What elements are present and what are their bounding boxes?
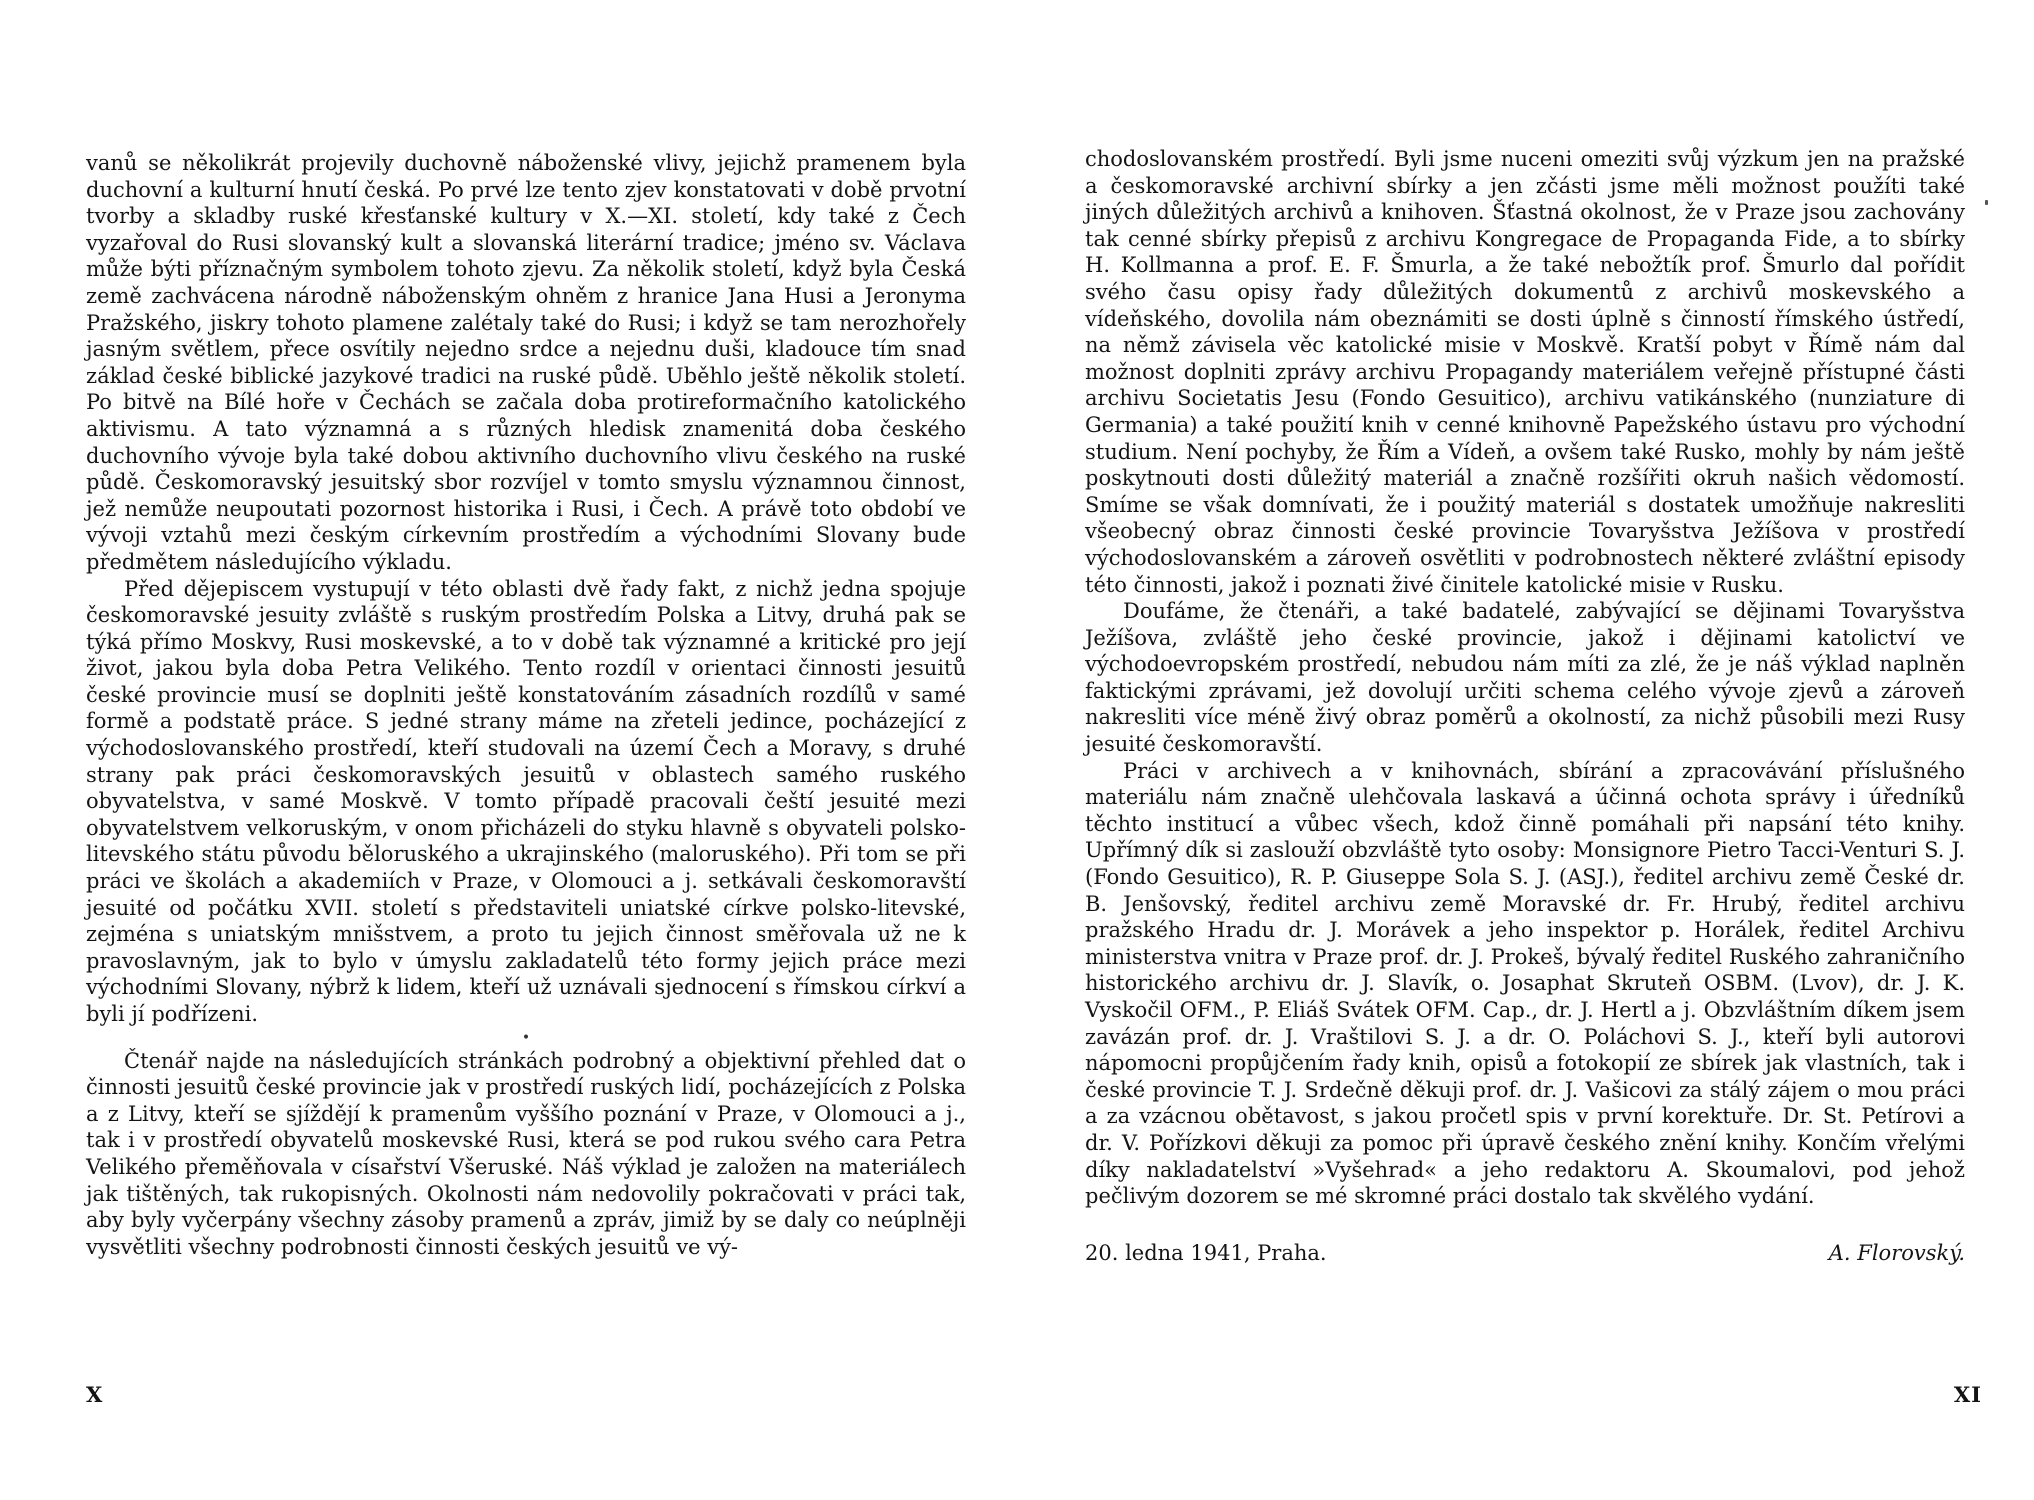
section-separator-mark: •: [521, 1029, 531, 1046]
paragraph: Doufáme, že čtenáři, a také badatelé, zabývající se dějinami Tovaryšstva Ježíšova, zvláště jeho české provincie, jakož i dějinami katolictví ve východoevropském prostředí, nebudou nám míti za zlé, že je náš výklad naplněn faktickými zprávami, jež dovolují určiti schema celého vývoje zjevů a zároveň nakresliti více méně živý obraz poměrů a okolností, za nichž působili mezi Rusy jesuité českomoravští.: [1085, 599, 1965, 757]
paragraph: vanů se několikrát projevily duchovně náboženské vlivy, jejichž pramenem byla duchovní a kulturní hnutí česká. Po prvé lze tento zjev konstatovati v době prvotní tvorby a skladby ruské křesťanské kultury v X.—XI. století, kdy také z Čech vyzařoval do Rusi slovanský kult a slovanská literární tradice; jméno sv. Václava může býti příznačným symbolem tohoto zjevu. Za několik století, když byla Česká země zachvácena národně náboženským ohněm z hranice Jana Husi a Jeronyma Pražského, jiskry tohoto plamene zalétaly také do Rusi; i když se tam nerozhořely jasným světlem, přece osvítily nejedno srdce a nejednu duši, kladouce tím snad základ české biblické jazykové tradici na ruské půdě. Uběhlo ještě několik století. Po bitvě na Bílé hoře v Čechách se začala doba protireformačního katolického aktivismu. A tato významná a s různých hledisk znamenitá doba českého duchovního vývoje byla také dobou aktivního duchovního vlivu českého na ruské půdě. Českomoravský jesuitský sbor rozvíjel v tomto smyslu významnou činnost, jež nemůže neupoutati pozornost historika i Rusi, i Čech. A právě toto období ve vývoji vztahů mezi českým církevním prostředím a východními Slovany bude předmětem následujícího výkladu.: [86, 151, 966, 574]
right-text-column: [1085, 146, 1965, 1266]
date-place: 20. ledna 1941, Praha.: [1085, 1240, 1327, 1265]
page-number: XI: [1953, 1382, 1982, 1407]
left-text-column: [86, 150, 966, 1260]
page-number: X: [86, 1382, 104, 1407]
author-signature: A. Florovský.: [1828, 1240, 1965, 1265]
signature-line: [1085, 1240, 1965, 1267]
right-page: [1017, 0, 2034, 1500]
paragraph: Před dějepiscem vystupují v této oblasti dvě řady fakt, z nichž jedna spojuje českomoravské jesuity zvláště s ruským prostředím Polska a Litvy, druhá pak se týká přímo Moskvy, Rusi moskevské, a to v době tak významné a kritické pro její život, jakou byla doba Petra Velikého. Tento rozdíl v orientaci činnosti jesuitů české provincie musí se doplniti ještě konstatováním zásadních rozdílů v samé formě a podstatě práce. S jedné strany máme na zřeteli jedince, pocházející z východoslovanského prostředí, kteří studovali na území Čech a Moravy, s druhé strany pak práci českomoravských jesuitů v oblastech samého ruského obyvatelstva, v samé Moskvě. V tomto případě pracovali čeští jesuité mezi obyvatelstvem velkoruským, v onom přicházeli do styku hlavně s obyvateli polsko-litevského státu původu běloruského a ukrajinského (maloruského). Při tom se při práci ve školách a akademiích v Praze, v Olomouci a j. setkávali českomoravští jesuité od počátku XVII. století s představiteli uniatské církve polsko-litevské, zejména s uniatským mnišstvem, a proto tu jejich činnost směřovala už ne k pravoslavným, jak to bylo v úmyslu zakladatelů této formy jejich práce mezi východními Slovany, nýbrž k lidem, kteří už uznávali sjednocení s římskou církví a byli jí podřízeni.: [86, 576, 966, 1026]
paragraph: chodoslovanském prostředí. Byli jsme nuceni omeziti svůj výzkum jen na pražské a českomoravské archivní sbírky a jen zčásti jsme měli možnost použíti také jiných důležitých archivů a knihoven. Šťastná okolnost, že v Praze jsou zachovány tak cenné sbírky přepisů z archivu Kongregace de Propaganda Fide, a to sbírky H. Kollmanna a prof. E. F. Šmurla, a že také nebožtík prof. Šmurlo dal pořídit svého času opisy řady důležitých dokumentů z archivů moskevského a vídeňského, dovolila nám obeznámiti se dosti úplně s činností římského ústředí, na němž závisela věc katolické misie v Moskvě. Kratší pobyt v Římě nám dal možnost doplniti zprávy archivu Propagandy materiálem veřejně přístupné části archivu Societatis Jesu (Fondo Gesuitico), archivu vatikánského (nunziature di Germania) a také použití knih v cenné knihovně Papežského ústavu pro východní studium. Není pochyby, že Řím a Vídeň, a ovšem také Rusko, mohly by nám ještě poskytnouti dosti důležitý materiál a značně rozšířiti okruh našich vědomostí. Smíme se však domnívati, že i použitý materiál s dostatek umožňuje nakresliti všeobecný obraz činnosti české provincie Tovaryšstva Ježíšova v prostředí východoslovanském a zároveň osvětliti v podrobnostech některé zvláštní episody této činnosti, jakož i poznati živé činitele katolické misie v Rusku.: [1085, 147, 1965, 597]
print-speck: [1985, 200, 1988, 205]
paragraph: Čtenář najde na následujících stránkách podrobný a objektivní přehled dat o činnosti jesuitů české provincie jak v prostředí ruských lidí, pocházejících z Polska a z Litvy, kteří se sjíždějí k pramenům vyššího poznání v Praze, v Olomouci a j., tak i v prostředí obyvatelů moskevské Rusi, která se pod rukou svého cara Petra Velikého přeměňovala v císařství Všeruské. Náš výklad je založen na materiálech jak tištěných, tak rukopisných. Okolnosti nám nedovolily pokračovati v práci tak, aby byly vyčerpány všechny zásoby pramenů a zpráv, jimiž by se daly co neúplněji vysvětliti všechny podrobnosti činnosti českých jesuitů ve vý-: [86, 1048, 966, 1259]
paragraph: Práci v archivech a v knihovnách, sbírání a zpracovávání příslušného materiálu nám značně ulehčovala laskavá a účinná ochota správy i úředníků těchto institucí a vůbec všech, kdož činně pomáhali při napsání této knihy. Upřímný dík si zaslouží obzvláště tyto osoby: Monsignore Pietro Tacci-Venturi S. J. (Fondo Gesuitico), R. P. Giuseppe Sola S. J. (ASJ.), ředitel archivu země České dr. B. Jenšovský, ředitel archivu země Moravské dr. Fr. Hrubý, ředitel archivu pražského Hradu dr. J. Morávek a jeho inspektor p. Horálek, ředitel Archivu ministerstva vnitra v Praze prof. dr. J. Prokeš, bývalý ředitel Ruského zahraničního historického archivu dr. J. Slavík, o. Josaphat Skruteň OSBM. (Lvov), dr. J. K. Vyskočil OFM., P. Eliáš Svátek OFM. Cap., dr. J. Hertl a j. Obzvláštním díkem jsem zavázán prof. dr. J. Vraštilovi S. J. a dr. O. Poláchovi S. J., kteří byli autorovi nápomocni propůjčením řady knih, opisů a fotokopií ze sbírek jak vlastních, tak i české provincie T. J. Srdečně děkuji prof. dr. J. Vašicovi za stálý zájem o mou práci a za vzácnou obětavost, s jakou pročetl spis v první korektuře. Dr. St. Petírovi a dr. V. Pořízkovi děkuji za pomoc při úpravě českého znění knihy. Končím vřelými díky nakladatelství »Vyšehrad« a jeho redaktoru A. Skoumalovi, pod jehož pečlivým dozorem se mé skromné práci dostalo tak skvělého vydání.: [1085, 758, 1965, 1209]
